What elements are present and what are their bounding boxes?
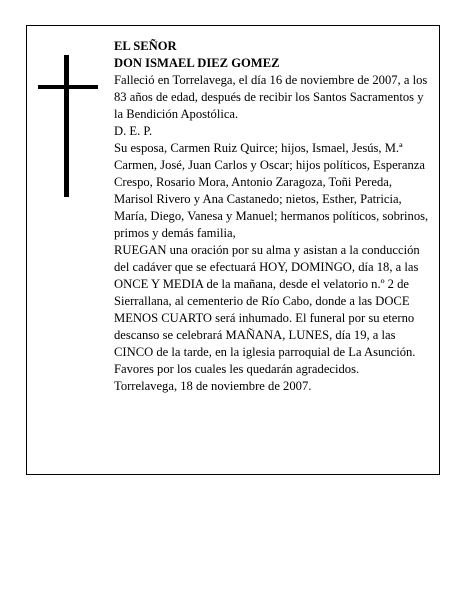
cross-vertical-bar bbox=[64, 55, 69, 197]
cross-horizontal-bar bbox=[38, 85, 98, 89]
family-list: Su esposa, Carmen Ruiz Quirce; hijos, Ismael, Jesús, M.ª Carmen, José, Juan Carlos y Oscar; hijos políticos, Esperanza Crespo, Rosario Mora, Antonio Zaragoza, Toñi Pereda, Marisol Rivero y Ana Castanedo; nietos, Esther, Patricia, María, Diego, Vanesa y Manuel; hermanos políticos, sobrinos, primos y demás familia, bbox=[114, 141, 429, 240]
funeral-request: RUEGAN una oración por su alma y asistan a la conducción del cadáver que se efectuará HOY, DOMINGO, día 18, a las ONCE Y MEDIA de la mañana, desde el velatorio n.º 2 de Sierrallana, al cementerio de Río Cabo, donde a las DOCE MENOS CUARTO será inhumado. El funeral por su eterno descanso se celebrará MAÑANA, LUNES, día 19, a las CINCO de la tarde, en la iglesia parroquial de La Asunción. Favores por los cuales les quedarán agradecidos. bbox=[114, 243, 420, 376]
title-line-1: EL SEÑOR bbox=[114, 39, 177, 53]
dep-line: D. E. P. bbox=[114, 124, 153, 138]
deceased-name: DON ISMAEL DIEZ GOMEZ bbox=[114, 56, 280, 70]
obituary-text bbox=[114, 38, 432, 395]
death-announcement: Falleció en Torrelavega, el día 16 de noviembre de 2007, a los 83 años de edad, después de recibir los Santos Sacramentos y la Bendición Apostólica. bbox=[114, 73, 428, 121]
latin-cross-icon bbox=[38, 55, 98, 197]
place-date: Torrelavega, 18 de noviembre de 2007. bbox=[114, 379, 312, 393]
